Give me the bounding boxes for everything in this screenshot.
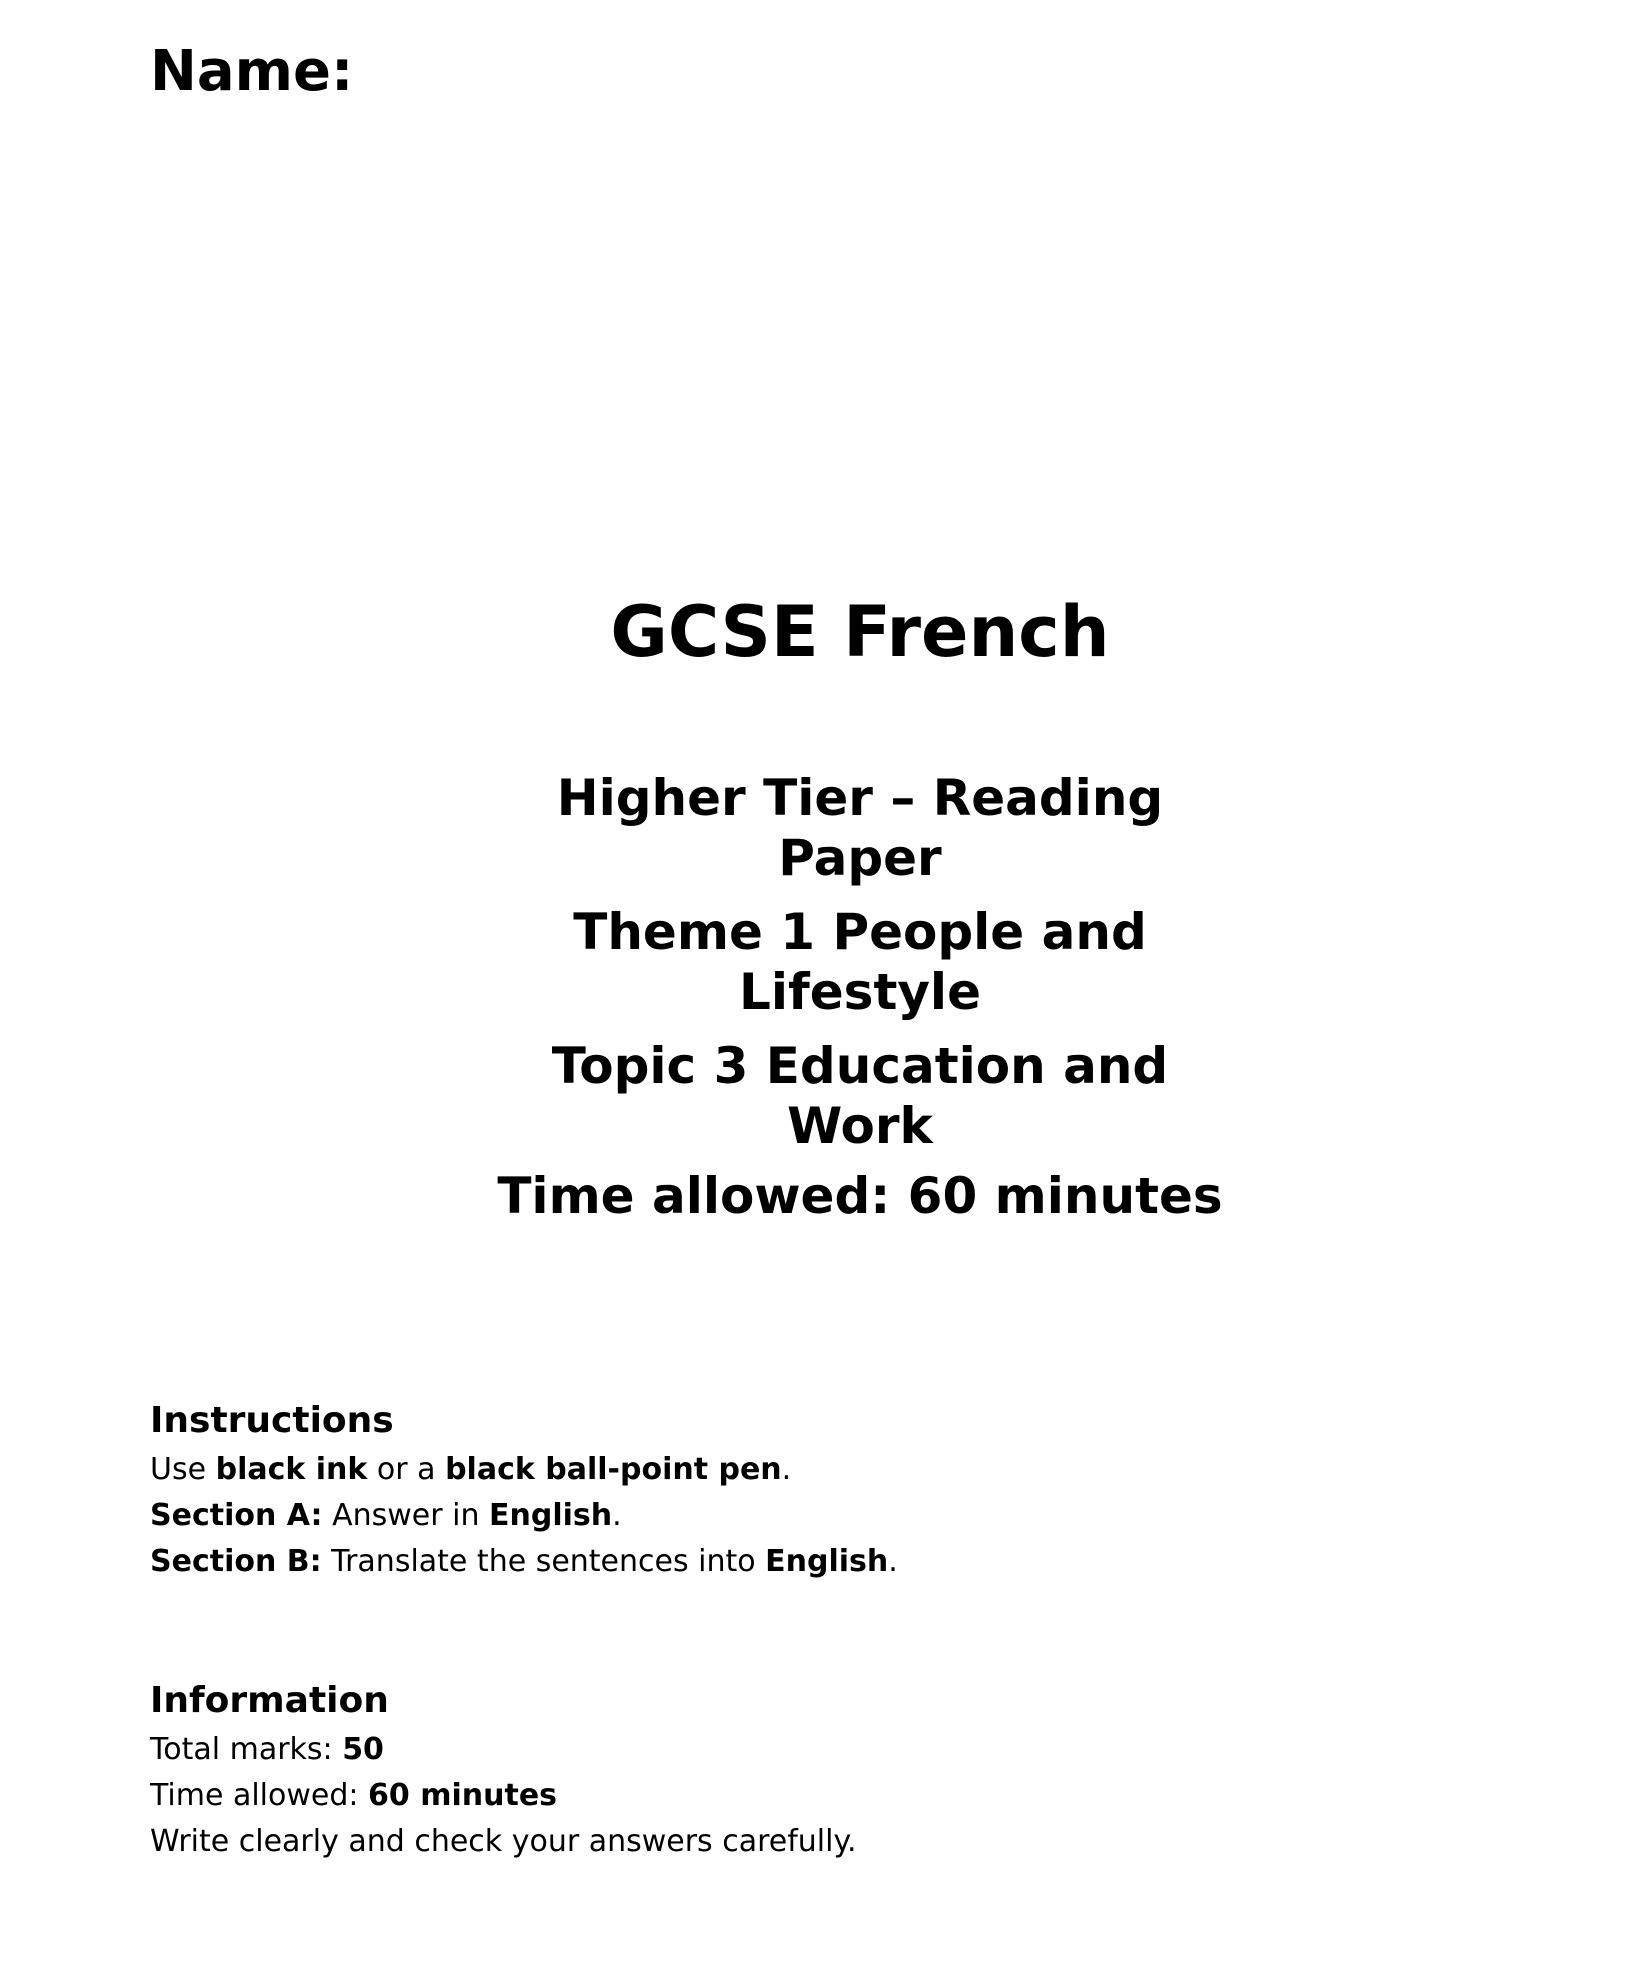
- instruction-text: .: [781, 1452, 792, 1487]
- section-a-label: Section A:: [150, 1498, 323, 1533]
- topic-line: Topic 3 Education and Work: [551, 1037, 1169, 1155]
- total-marks-line: [150, 1727, 1450, 1773]
- instruction-text: .: [888, 1544, 898, 1579]
- instruction-line-ink: [150, 1447, 1450, 1493]
- write-clearly-note: Write clearly and check your answers carefully.: [150, 1824, 857, 1859]
- instruction-text: Translate the sentences into: [321, 1544, 766, 1579]
- instruction-bold: black ink: [215, 1452, 368, 1487]
- information-heading: Information: [150, 1680, 389, 1721]
- instruction-text: .: [612, 1498, 622, 1533]
- instruction-text: Use: [150, 1452, 216, 1487]
- total-marks-label: Total marks:: [150, 1732, 343, 1767]
- total-marks-value: 50: [342, 1732, 384, 1767]
- time-allowed-line: [150, 1773, 1450, 1819]
- instruction-text: or a: [367, 1452, 446, 1487]
- cover-title-block: [480, 590, 1240, 674]
- instruction-line-section-b: [150, 1539, 1450, 1585]
- tier-line: Higher Tier – Reading Paper: [556, 769, 1164, 887]
- instruction-bold: English: [489, 1498, 613, 1533]
- instruction-bold: black ball-point pen: [445, 1452, 782, 1487]
- time-allowed-label: Time allowed:: [150, 1778, 369, 1813]
- information-section: [150, 1678, 1450, 1865]
- instruction-text: Answer in: [322, 1498, 489, 1533]
- section-b-label: Section B:: [150, 1544, 322, 1579]
- time-allowed-value: 60 minutes: [368, 1778, 558, 1813]
- name-label: Name:: [150, 39, 354, 104]
- instruction-line-section-a: [150, 1493, 1450, 1539]
- document-title: GCSE French: [610, 591, 1110, 673]
- instructions-section: [150, 1398, 1450, 1585]
- theme-line: Theme 1 People and Lifestyle: [573, 903, 1147, 1021]
- time-line: Time allowed: 60 minutes: [497, 1167, 1223, 1225]
- instruction-bold: English: [765, 1544, 889, 1579]
- instructions-heading: Instructions: [150, 1400, 394, 1441]
